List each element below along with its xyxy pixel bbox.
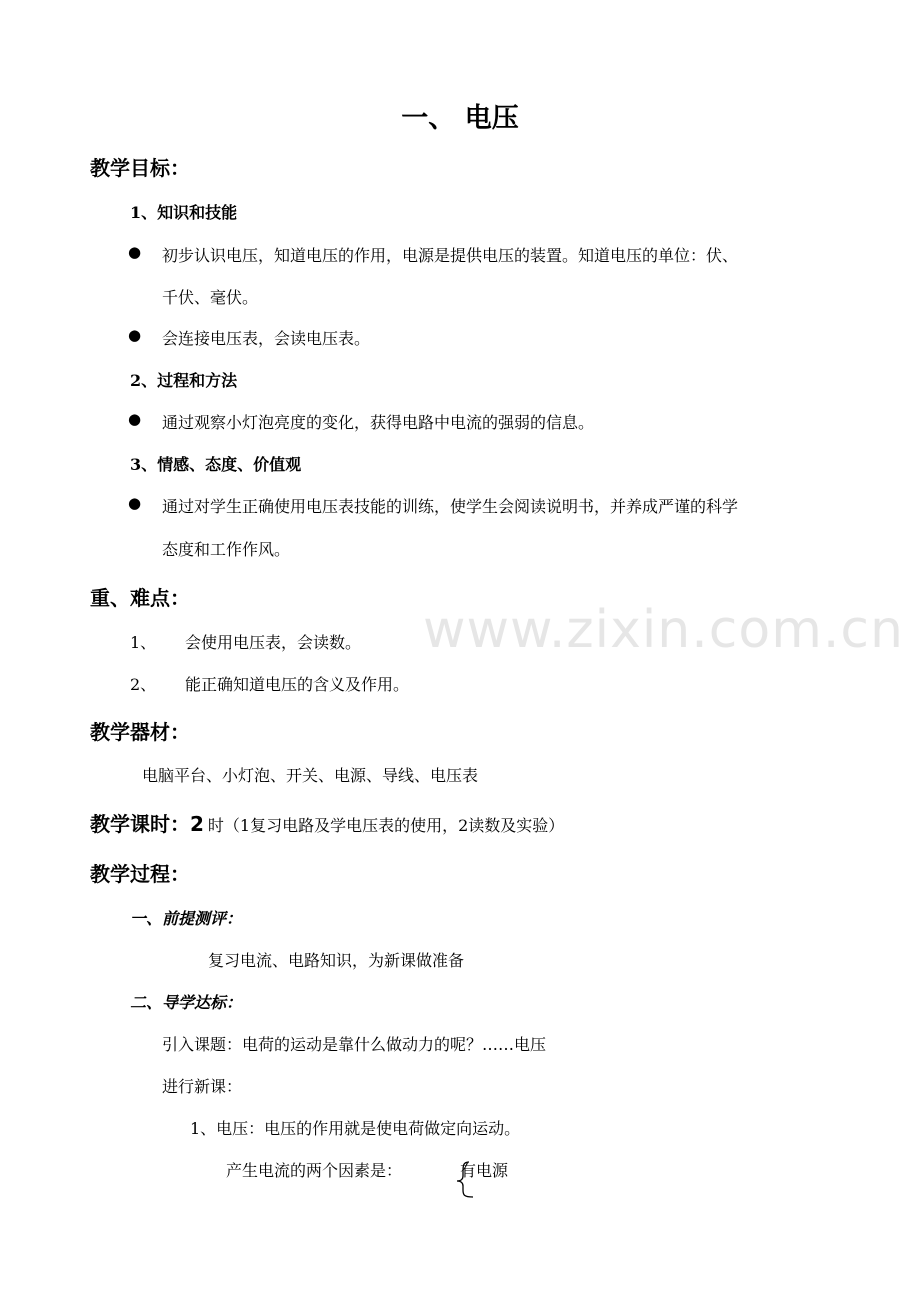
objective-1-bullet-2: 会连接电压表，会读电压表。 — [162, 329, 371, 348]
process-part-1-text: 复习电流、电路知识，为新课做准备 — [208, 951, 465, 970]
bullet-icon: ● — [128, 326, 142, 344]
voltage-point-1: 1、电压：电压的作用就是使电荷做定向运动。 — [190, 1119, 521, 1138]
hours-line — [90, 808, 564, 837]
bullet-icon: ● — [128, 494, 142, 512]
objective-1-bullet-1-line-2: 千伏、毫伏。 — [162, 288, 259, 307]
equipment-heading: 教学器材： — [90, 720, 190, 744]
objective-3-label: 3、情感、态度、价值观 — [130, 455, 302, 474]
process-heading: 教学过程： — [90, 862, 190, 886]
new-lesson-label: 进行新课： — [162, 1077, 243, 1096]
objective-2-label: 2、过程和方法 — [130, 371, 238, 390]
lesson-intro: 引入课题：电荷的运动是靠什么做动力的呢？……电压 — [162, 1035, 547, 1054]
objective-3-bullet-1-line-1: 通过对学生正确使用电压表技能的训练，使学生会阅读说明书，并养成严谨的科学 — [162, 497, 739, 516]
key-point-2-text: 能正确知道电压的含义及作用。 — [185, 675, 410, 694]
hours-heading: 教学课时： — [90, 812, 190, 836]
hours-number: 2 — [190, 812, 204, 836]
key-point-1-text: 会使用电压表，会读数。 — [185, 633, 362, 652]
objective-1-bullet-1-line-1: 初步认识电压，知道电压的作用，电源是提供电压的装置。知道电压的单位：伏、 — [162, 246, 739, 265]
process-part-1-label: 一、前提测评： — [130, 909, 243, 928]
objective-1-label: 1、知识和技能 — [130, 203, 238, 222]
hours-text: 时（1复习电路及学电压表的使用，2读数及实验） — [207, 816, 565, 835]
equipment-list: 电脑平台、小灯泡、开关、电源、导线、电压表 — [142, 766, 479, 785]
bullet-icon: ● — [128, 243, 142, 261]
key-point-1-number: 1、 — [130, 633, 157, 652]
factors-label: 产生电流的两个因素是： — [226, 1161, 403, 1180]
factor-1: 有电源 — [460, 1161, 509, 1180]
page-title: 一、 电压 — [401, 103, 519, 134]
key-point-2-number: 2、 — [130, 675, 157, 694]
watermark: www.zixin.com.cn — [423, 600, 904, 660]
objectives-heading: 教学目标： — [90, 156, 190, 180]
objective-2-bullet-1: 通过观察小灯泡亮度的变化，获得电路中电流的强弱的信息。 — [162, 413, 595, 432]
bullet-icon: ● — [128, 410, 142, 428]
objective-3-bullet-1-line-2: 态度和工作作风。 — [162, 540, 291, 559]
process-part-2-label: 二、导学达标： — [130, 993, 243, 1012]
key-points-heading: 重、难点： — [90, 586, 190, 610]
